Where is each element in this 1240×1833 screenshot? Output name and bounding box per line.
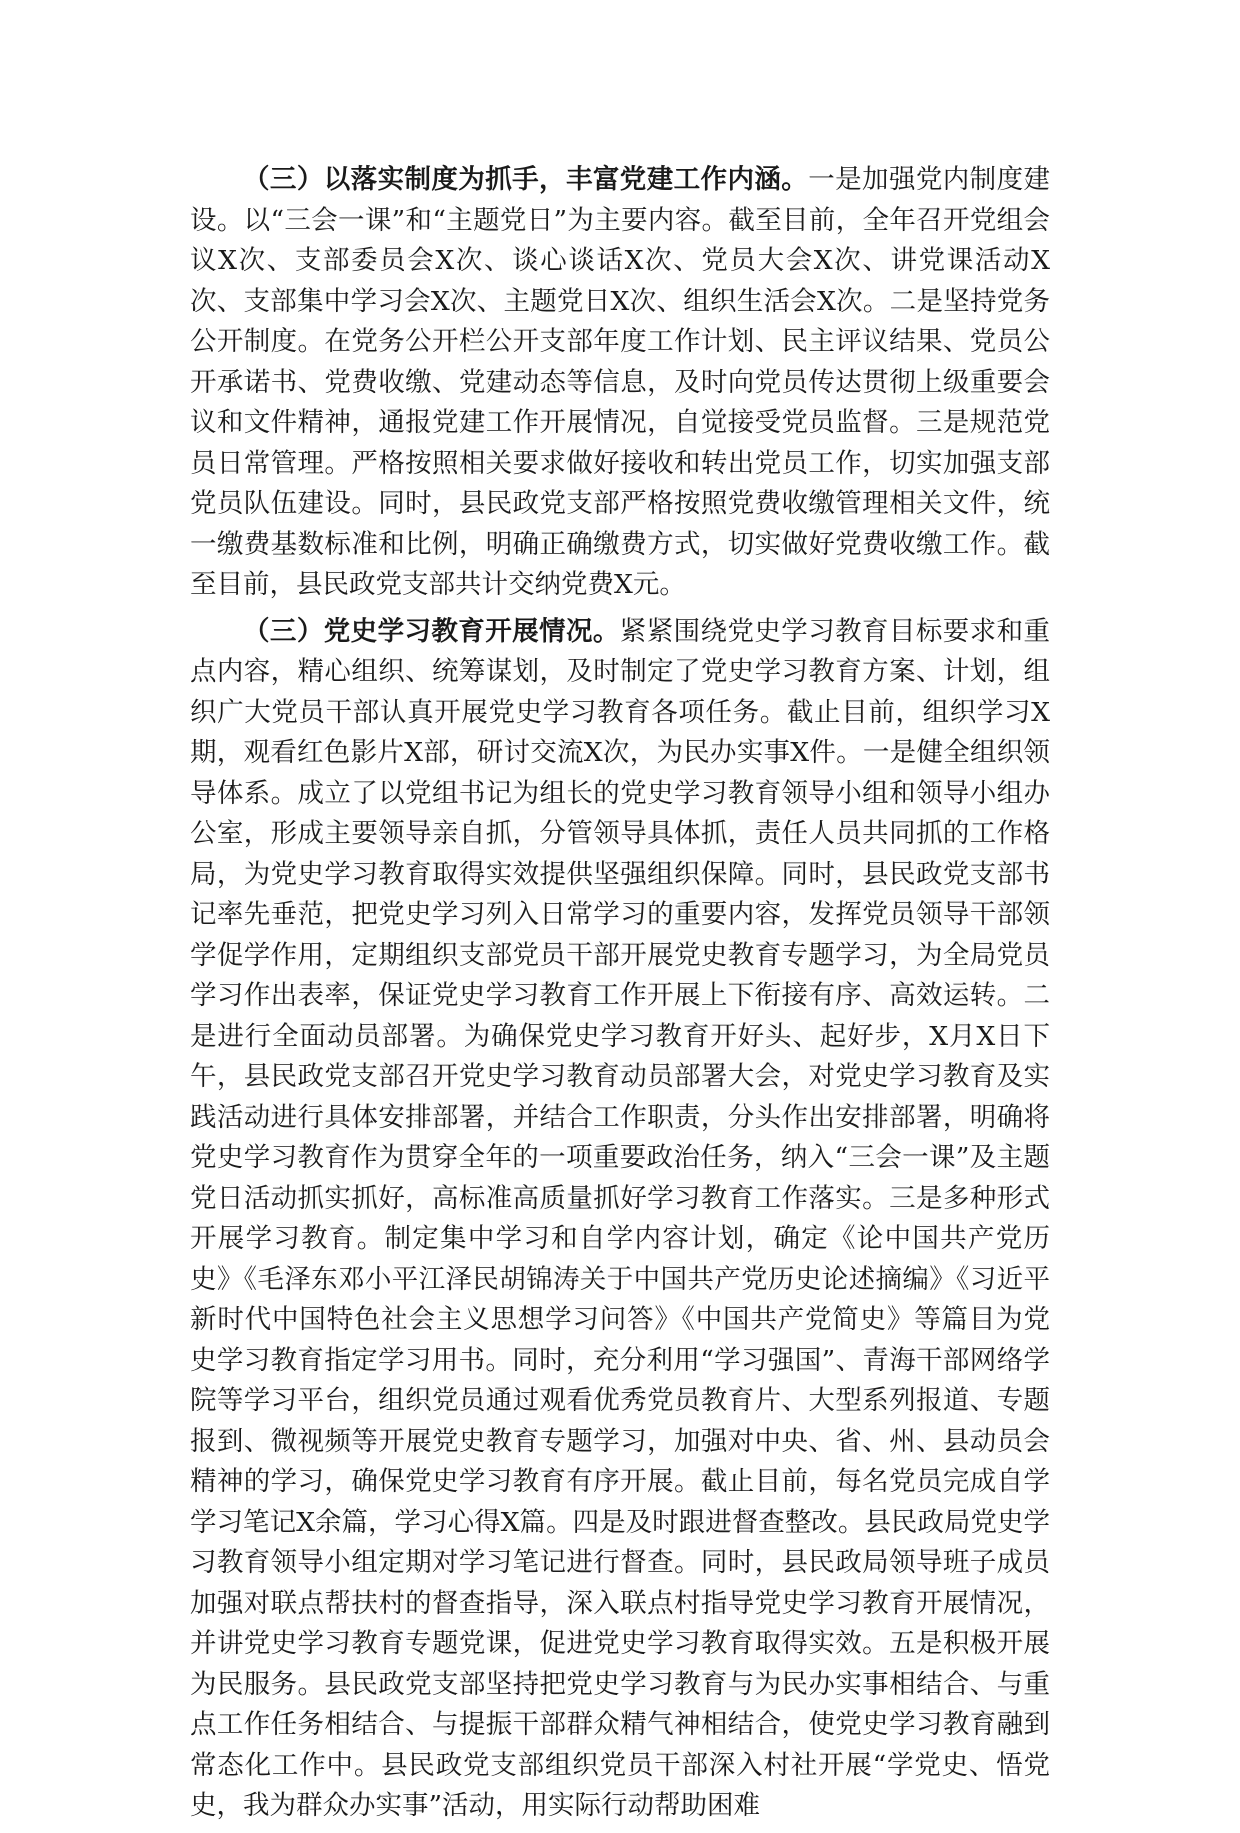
paragraph-institution-building <box>190 160 1050 606</box>
paragraph-body: 紧紧围绕党史学习教育目标要求和重点内容，精心组织、统筹谋划，及时制定了党史学习教育方案、计划，组织广大党员干部认真开展党史学习教育各项任务。截止目前，组织学习X期，观看红色影片X部，研讨交流X次，为民办实事X件。一是健全组织领导体系。成立了以党组书记为组长的党史学习教育领导小组和领导小组办公室，形成主要领导亲自抓，分管领导具体抓，责任人员共同抓的工作格局，为党史学习教育取得实效提供坚强组织保障。同时，县民政党支部书记率先垂范，把党史学习列入日常学习的重要内容，发挥党员领导干部领学促学作用，定期组织支部党员干部开展党史教育专题学习，为全局党员学习作出表率，保证党史学习教育工作开展上下衔接有序、高效运转。二是进行全面动员部署。为确保党史学习教育开好头、起好步，X月X日下午，县民政党支部召开党史学习教育动员部署大会，对党史学习教育及实践活动进行具体安排部署，并结合工作职责，分头作出安排部署，明确将党史学习教育作为贯穿全年的一项重要政治任务，纳入“三会一课”及主题党日活动抓实抓好，高标准高质量抓好学习教育工作落实。三是多种形式开展学习教育。制定集中学习和自学内容计划，确定《论中国共产党历史》《毛泽东邓小平江泽民胡锦涛关于中国共产党历史论述摘编》《习近平新时代中国特色社会主义思想学习问答》《中国共产党简史》等篇目为党史学习教育指定学习用书。同时，充分利用“学习强国”、青海干部网络学院等学习平台，组织党员通过观看优秀党员教育片、大型系列报道、专题报到、微视频等开展党史教育专题学习，加强对中央、省、州、县动员会精神的学习，确保党史学习教育有序开展。截止目前，每名党员完成自学学习笔记X余篇，学习心得X篇。四是及时跟进督查整改。县民政局党史学习教育领导小组定期对学习笔记进行督查。同时，县民政局领导班子成员加强对联点帮扶村的督查指导，深入联点村指导党史学习教育开展情况，并讲党史学习教育专题党课，促进党史学习教育取得实效。五是积极开展为民服务。县民政党支部坚持把党史学习教育与为民办实事相结合、与重点工作任务相结合、与提振干部群众精气神相结合，使党史学习教育融到常态化工作中。县民政党支部组织党员干部深入村社开展“学党史、悟党史，我为群众办实事”活动，用实际行动帮助困难 <box>190 615 1051 1821</box>
paragraph-body: 一是加强党内制度建设。以“三会一课”和“主题党日”为主要内容。截至目前，全年召开党组会议X次、支部委员会X次、谈心谈话X次、党员大会X次、讲党课活动X次、支部集中学习会X次、主题党日X次、组织生活会X次。二是坚持党务公开制度。在党务公开栏公开支部年度工作计划、民主评议结果、党员公开承诺书、党费收缴、党建动态等信息，及时向党员传达贯彻上级重要会议和文件精神，通报党建工作开展情况，自觉接受党员监督。三是规范党员日常管理。严格按照相关要求做好接收和转出党员工作，切实加强支部党员队伍建设。同时，县民政党支部严格按照党费收缴管理相关文件，统一缴费基数标准和比例，明确正确缴费方式，切实做好党费收缴工作。截至目前，县民政党支部共计交纳党费X元。 <box>190 164 1051 600</box>
document-page <box>190 160 1050 1833</box>
paragraph-party-history-education <box>190 612 1050 1827</box>
section-heading: （三）以落实制度为抓手，丰富党建工作内涵。 <box>243 164 809 195</box>
section-heading: （三）党史学习教育开展情况。 <box>243 615 620 647</box>
